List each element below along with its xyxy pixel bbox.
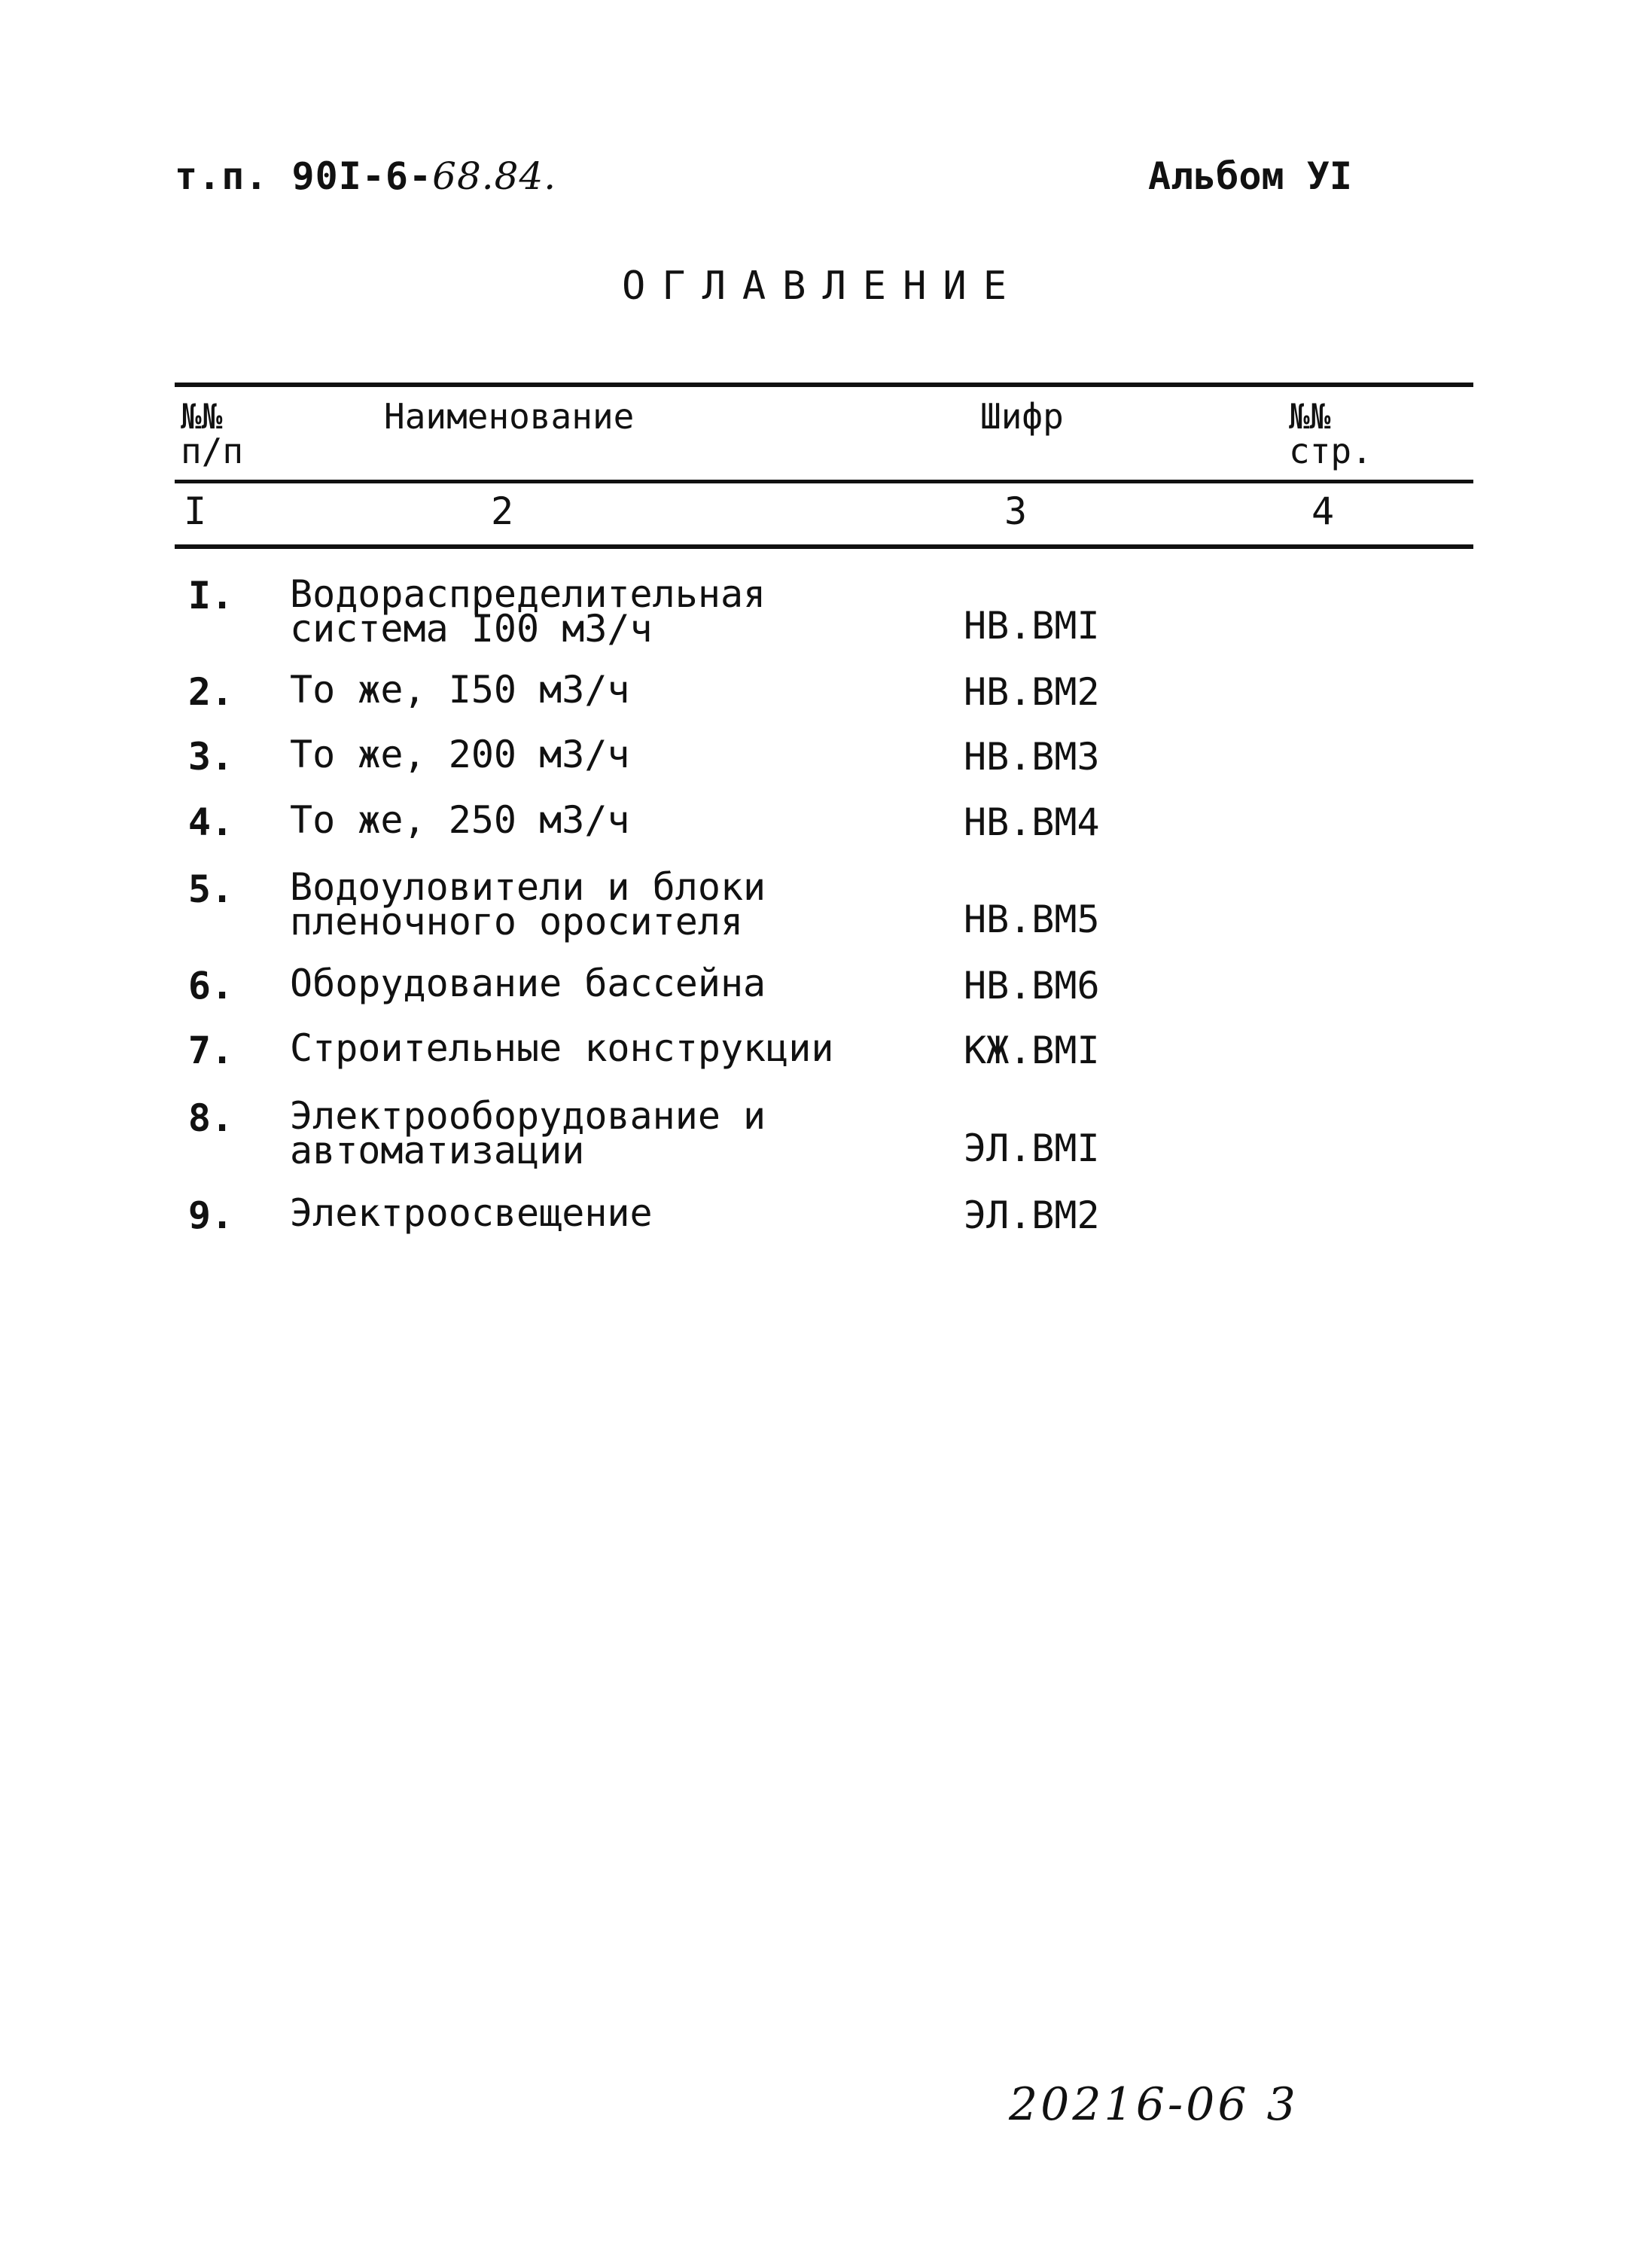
row-name	[290, 1026, 834, 1070]
row-name	[290, 865, 766, 943]
row-name-line: То же, 200 м3/ч	[290, 733, 630, 776]
row-code: НВ.ВМ3	[964, 735, 1100, 779]
document-code-handwritten: 68.84.	[432, 154, 557, 198]
row-name-line: Оборудование бассейна	[290, 962, 766, 1005]
row-code: ЭЛ.ВМ2	[964, 1193, 1100, 1237]
row-code: НВ.ВМ5	[964, 898, 1100, 941]
row-name-line: Водоуловители и блоки	[290, 865, 766, 909]
row-number: I.	[187, 574, 234, 617]
row-code: НВ.ВМI	[964, 604, 1100, 648]
row-number: 4.	[187, 800, 234, 844]
row-code: ЭЛ.ВМI	[964, 1126, 1100, 1170]
row-name-line: То же, 250 м3/ч	[290, 798, 630, 842]
header-page	[1289, 396, 1372, 471]
page-title: ОГЛАВЛЕНИЕ	[621, 264, 1024, 309]
row-name	[290, 962, 766, 1005]
row-code: НВ.ВМ2	[964, 670, 1100, 714]
row-code: КЖ.ВМI	[964, 1029, 1100, 1072]
row-name-line: автоматизации	[290, 1129, 585, 1172]
row-number: 6.	[187, 964, 234, 1007]
column-number-3: 3	[1004, 489, 1028, 533]
row-number: 7.	[187, 1029, 234, 1072]
row-name-line: Водораспределительная	[290, 572, 766, 616]
column-number-2: 2	[491, 489, 514, 533]
row-name	[290, 798, 630, 842]
row-name-line: Электроосвещение	[290, 1191, 653, 1235]
header-number-line2: п/п	[181, 431, 244, 471]
row-name	[290, 572, 766, 651]
row-name	[290, 1191, 653, 1235]
header-page-line2: стр.	[1289, 431, 1372, 471]
row-name	[290, 733, 630, 776]
row-name	[290, 668, 630, 712]
header-code: Шифр	[980, 396, 1064, 437]
row-name-line: пленочного оросителя	[290, 900, 744, 943]
handwritten-sheet-number: 20216-06 3	[1009, 2078, 1299, 2131]
row-number: 8.	[187, 1096, 234, 1140]
column-numbers-rule	[175, 544, 1473, 549]
column-number-4: 4	[1311, 489, 1335, 533]
row-name-line: Электрооборудование и	[290, 1094, 766, 1138]
document-code	[175, 154, 556, 198]
row-name-line: То же, I50 м3/ч	[290, 668, 630, 712]
row-number: 3.	[187, 735, 234, 779]
row-number: 9.	[187, 1193, 234, 1237]
row-code: НВ.ВМ6	[964, 964, 1100, 1007]
row-number: 2.	[187, 670, 234, 714]
row-name-line: Строительные конструкции	[290, 1026, 834, 1070]
header-divider-rule	[175, 480, 1473, 483]
row-name-line: система I00 м3/ч	[290, 607, 653, 651]
column-number-1: I	[184, 489, 207, 533]
table-top-rule	[175, 383, 1473, 387]
document-code-prefix: т.п. 90I-6-	[175, 154, 433, 198]
row-name	[290, 1094, 766, 1172]
header-number	[181, 396, 244, 471]
header-name: Наименование	[384, 396, 635, 437]
header-number-line1: №№	[181, 396, 223, 437]
row-number: 5.	[187, 867, 234, 911]
album-label: Альбом УI	[1148, 154, 1352, 198]
header-page-line1: №№	[1289, 396, 1331, 437]
row-code: НВ.ВМ4	[964, 800, 1100, 844]
